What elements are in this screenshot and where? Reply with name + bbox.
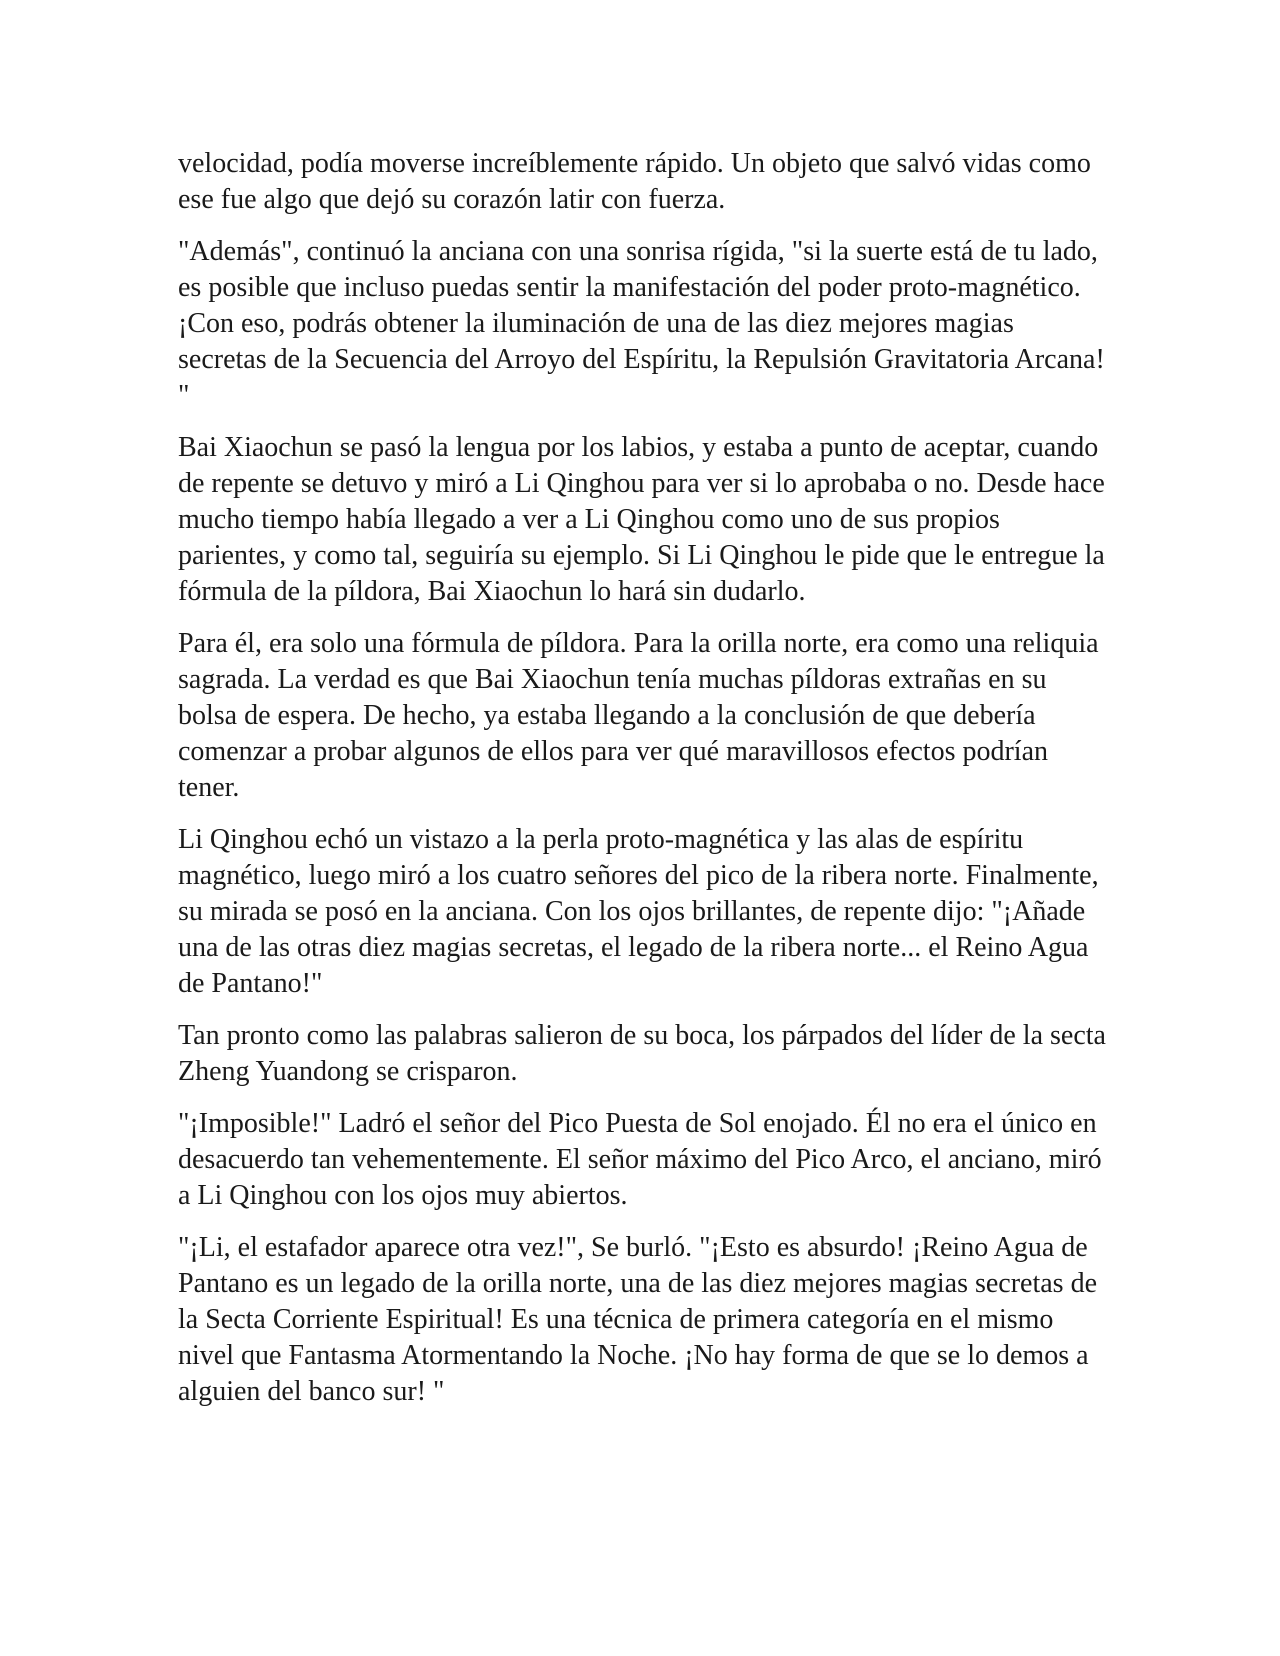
paragraph: "Además", continuó la anciana con una sonrisa rígida, "si la suerte está de tu lado, es posible que incluso puedas sentir la manifestación del poder proto-magnético. ¡Con eso, podrás obtener la iluminación de una de las diez mejores magias secretas de la Secuencia del Arroyo del Espíritu, la Repulsión Gravitatoria Arcana! " — [178, 236, 1105, 411]
document-body — [178, 146, 1108, 1426]
paragraph: Bai Xiaochun se pasó la lengua por los labios, y estaba a punto de aceptar, cuando de repente se detuvo y miró a Li Qinghou para ver si lo aprobaba o no. Desde hace mucho tiempo había llegado a ver a Li Qinghou como uno de sus propios parientes, y como tal, seguiría su ejemplo. Si Li Qinghou le pide que le entregue la fórmula de la píldora, Bai Xiaochun lo hará sin dudarlo. — [178, 432, 1105, 607]
paragraph: Li Qinghou echó un vistazo a la perla proto-magnética y las alas de espíritu magnético, luego miró a los cuatro señores del pico de la ribera norte. Finalmente, su mirada se posó en la anciana. Con los ojos brillantes, de repente dijo: "¡Añade una de las otras diez magias secretas, el legado de la ribera norte... el Reino Agua de Pantano!" — [178, 824, 1099, 999]
paragraph: "¡Li, el estafador aparece otra vez!", Se burló. "¡Esto es absurdo! ¡Reino Agua de Pantano es un legado de la orilla norte, una de las diez mejores magias secretas de la Secta Corriente Espiritual! Es una técnica de primera categoría en el mismo nivel que Fantasma Atormentando la Noche. ¡No hay forma de que se lo demos a alguien del banco sur! " — [178, 1232, 1097, 1407]
paragraph: "¡Imposible!" Ladró el señor del Pico Puesta de Sol enojado. Él no era el único en desacuerdo tan vehementemente. El señor máximo del Pico Arco, el anciano, miró a Li Qinghou con los ojos muy abiertos. — [178, 1108, 1102, 1211]
paragraph: Tan pronto como las palabras salieron de su boca, los párpados del líder de la secta Zheng Yuandong se crisparon. — [178, 1020, 1106, 1087]
paragraph: velocidad, podía moverse increíblemente rápido. Un objeto que salvó vidas como ese fue algo que dejó su corazón latir con fuerza. — [178, 148, 1091, 215]
paragraph: Para él, era solo una fórmula de píldora. Para la orilla norte, era como una reliquia sagrada. La verdad es que Bai Xiaochun tenía muchas píldoras extrañas en su bolsa de espera. De hecho, ya estaba llegando a la conclusión de que debería comenzar a probar algunos de ellos para ver qué maravillosos efectos podrían tener. — [178, 628, 1099, 803]
